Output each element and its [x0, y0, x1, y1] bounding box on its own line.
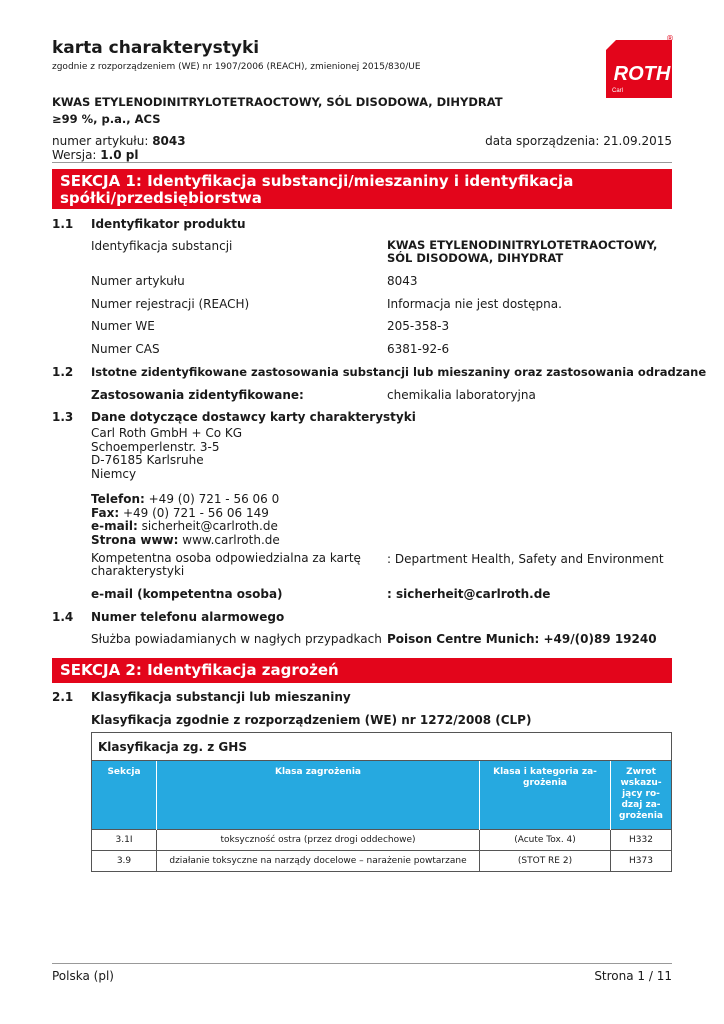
competent-value: : Department Health, Safety and Environment	[387, 552, 664, 566]
roth-logo	[606, 34, 674, 98]
col-header: Klasa zagrożenia	[157, 761, 480, 829]
s12-number: 1.2	[52, 365, 74, 379]
fax-label: Fax:	[91, 505, 120, 520]
document-subtitle: zgodnie z rozporządzeniem (WE) nr 1907/2006 (REACH), zmienionej 2015/830/UE	[52, 62, 421, 72]
document-title: karta charakterystyki	[52, 38, 260, 58]
s11-heading: Identyfikator produktu	[91, 217, 246, 231]
table-cell: toksyczność ostra (przez drogi oddechowe)	[157, 829, 480, 850]
s11-number: 1.1	[52, 217, 74, 231]
col-header: Sekcja	[92, 761, 157, 829]
meta-right	[485, 134, 672, 148]
table-cell: H332	[611, 829, 672, 850]
address-line: Niemcy	[91, 466, 137, 481]
ghs-title: Klasyfikacja zg. z GHS	[92, 733, 671, 761]
article-value: 8043	[152, 134, 186, 148]
footer-divider	[52, 963, 672, 964]
footer-page-number: Strona 1 / 11	[594, 969, 672, 983]
article-label: numer artykułu:	[52, 134, 149, 148]
row-value: KWAS ETYLENODINITRYLOTETRAOCTOWY, SÓL DISODOWA, DIHYDRAT	[387, 238, 658, 265]
row-value: Informacja nie jest dostępna.	[387, 297, 562, 311]
section2-banner: SEKCJA 2: Identyfikacja zagrożeń	[52, 658, 672, 683]
fax-value: +49 (0) 721 - 56 06 149	[122, 505, 269, 520]
date-value: 21.09.2015	[603, 134, 672, 148]
address-line: Carl Roth GmbH + Co KG	[91, 426, 243, 440]
row-value: 8043	[387, 274, 418, 288]
address-line: D-76185 Karlsruhe	[91, 453, 204, 467]
ghs-table	[92, 761, 671, 871]
table-row	[92, 850, 671, 871]
uses-value: chemikalia laboratoryjna	[387, 388, 536, 402]
table-cell: działanie toksyczne na narządy docelowe – narażenie powtarzane	[157, 850, 480, 871]
footer-language: Polska (pl)	[52, 969, 114, 983]
competent-label: Kompetentna osoba odpowiedzialna za kartę charakterystyki	[91, 551, 361, 578]
table-cell: 3.1I	[92, 829, 157, 850]
competent-email-label: e-mail (kompetentna osoba)	[91, 587, 283, 601]
row-label: Numer rejestracji (REACH)	[91, 297, 250, 311]
phone-label: Telefon:	[91, 492, 145, 506]
col-header: Klasa i kategoria za-grożenia	[480, 761, 611, 829]
ghs-table-box	[91, 732, 672, 872]
logo-text: ROTH	[613, 63, 671, 85]
logo-small-text: Carl	[612, 88, 624, 94]
row-label: Identyfikacja substancji	[91, 239, 233, 253]
address-line: Schoemperlenstr. 3-5	[91, 439, 220, 454]
version-value: 1.0 pl	[100, 148, 139, 162]
s12-heading: Istotne zidentyfikowane zastosowania substancji lub mieszaniny oraz zastosowania odradzane	[91, 365, 707, 379]
s14-heading: Numer telefonu alarmowego	[91, 610, 285, 624]
table-cell: H373	[611, 850, 672, 871]
web-label: Strona www:	[91, 532, 179, 547]
row-label: Numer artykułu	[91, 274, 185, 288]
table-row	[92, 829, 671, 850]
supplier-contacts	[91, 493, 280, 547]
s21-heading: Klasyfikacja substancji lub mieszaniny	[91, 690, 351, 704]
header-divider	[52, 162, 672, 163]
section1-banner: SEKCJA 1: Identyfikacja substancji/mieszaniny i identyfikacja spółki/przedsiębiorstwa	[52, 169, 672, 209]
clp-heading: Klasyfikacja zgodnie z rozporządzeniem (WE) nr 1272/2008 (CLP)	[91, 713, 532, 727]
email-link[interactable]: sicherheit@carlroth.de	[141, 519, 278, 533]
product-title: KWAS ETYLENODINITRYLOTETRAOCTOWY, SÓL DISODOWA, DIHYDRAT ≥99 %, p.a., ACS	[52, 95, 503, 126]
supplier-address	[91, 427, 242, 481]
registered-mark: ®	[666, 34, 674, 43]
email-label: e-mail:	[91, 519, 138, 533]
table-cell: 3.9	[92, 850, 157, 871]
emergency-label: Służba powiadamianych w nagłych przypadkach	[91, 632, 382, 646]
emergency-value: Poison Centre Munich: +49/(0)89 19240	[387, 632, 657, 646]
competent-email-value[interactable]: : sicherheit@carlroth.de	[387, 587, 551, 601]
row-value: 205-358-3	[387, 319, 450, 333]
table-cell: (Acute Tox. 4)	[480, 829, 611, 850]
row-label: Numer WE	[91, 319, 155, 333]
web-link[interactable]: www.carlroth.de	[182, 532, 280, 547]
phone-value: +49 (0) 721 - 56 06 0	[148, 492, 280, 506]
row-value: 6381-92-6	[387, 342, 450, 356]
s21-number: 2.1	[52, 690, 74, 704]
s13-heading: Dane dotyczące dostawcy karty charakterystyki	[91, 410, 416, 424]
s13-number: 1.3	[52, 410, 74, 424]
uses-label: Zastosowania zidentyfikowane:	[91, 388, 304, 402]
meta-left	[52, 134, 186, 162]
col-header: Zwrot wskazu-jący ro-dzaj za-grożenia	[611, 761, 672, 829]
row-label: Numer CAS	[91, 342, 160, 356]
date-label: data sporządzenia:	[485, 134, 600, 148]
version-label: Wersja:	[52, 148, 97, 162]
table-cell: (STOT RE 2)	[480, 850, 611, 871]
s14-number: 1.4	[52, 610, 74, 624]
